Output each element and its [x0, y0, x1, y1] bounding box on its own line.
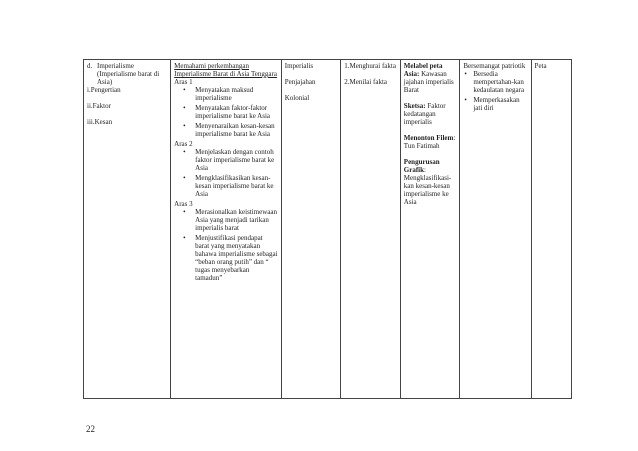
table-row [84, 60, 572, 399]
values-cell [460, 60, 531, 399]
list-item: • Mengklasifikasikan kesan-kesan imperialisme barat ke Asia [195, 174, 278, 198]
list-item: • Menyatakan faktor-faktor imperialisme barat ke Asia [195, 104, 278, 120]
term-item: Kolonial [284, 94, 310, 102]
activity-item [404, 134, 457, 150]
level-label: Aras 3 [174, 200, 193, 208]
activity-title: Pengurusan Grafik [403, 158, 440, 174]
skills-cell [341, 60, 401, 399]
term-item: Imperialis [284, 62, 314, 70]
activity-text: : Mengklasifikasi-kan kesan-kesan imperialisme ke Asia [403, 166, 452, 206]
subtopic-item: i.Pengertian [87, 86, 121, 94]
objectives-cell [171, 60, 282, 399]
list-item: • Bersedia mempertahan-kan kedaulatan negara [473, 70, 527, 94]
activity-title: Sketsa: [403, 102, 426, 110]
level-label: Aras 2 [174, 140, 193, 148]
level-3-list [174, 208, 278, 282]
list-item: • Menyenaraikan kesan-kesan imperialisme barat ke Asia [195, 122, 278, 138]
activity-text: Faktor kedatangan imperialis [403, 102, 446, 126]
list-item: • Merasionalkan keistimewaan Asia yang menjadi tarikan imperialis barat [195, 208, 278, 232]
activity-item [404, 102, 457, 126]
level-1-list [174, 86, 278, 138]
activity-text: Kawasan jajahan imperialis Barat [403, 70, 454, 94]
topic-cell [84, 60, 171, 399]
skill-item: 2.Menilai fakta [344, 78, 388, 86]
list-item: • Menjustifikasi pendapat barat yang menyatakan bahawa imperialisme sebagai “beban orang putih” dan “ tugas menyebarkan tamadun” [195, 234, 278, 282]
list-item: • Menjelaskan dengan contoh faktor imperialisme barat ke Asia [195, 148, 278, 172]
list-item: • Memperkasakan jati diri [473, 96, 527, 112]
subtopic-item: iii.Kesan [87, 118, 113, 126]
value-title: Bersemangat patriotik [463, 62, 526, 70]
activity-title: Menonton Filem [403, 134, 454, 142]
activity-item [404, 62, 457, 94]
skill-item: 1.Menghurai fakta [344, 62, 396, 70]
resources-cell [531, 60, 571, 399]
activity-item [404, 158, 457, 206]
page-number: 22 [86, 424, 95, 434]
term-item: Penjajahan [284, 78, 316, 86]
topic-heading [87, 62, 167, 86]
topic-title: Imperialisme (Imperialisme barat di Asia) [97, 62, 160, 86]
resource-item: Peta [534, 62, 547, 70]
terms-cell [281, 60, 341, 399]
values-list [463, 70, 527, 112]
activities-cell [400, 60, 460, 399]
activity-text: : Tun Fatimah [403, 134, 456, 150]
level-2-list [174, 148, 278, 198]
subtopic-item: ii.Faktor [87, 102, 111, 110]
activity-title: Melabel peta Asia: [403, 62, 443, 78]
level-label: Aras 1 [174, 78, 193, 86]
list-item: • Menyatakan maksud imperialisme [195, 86, 278, 102]
objectives-title: Memahami perkembangan Imperialisme Barat di Asia Tenggara [174, 62, 277, 78]
lesson-plan-table [83, 59, 572, 399]
topic-number: d. [87, 62, 93, 70]
